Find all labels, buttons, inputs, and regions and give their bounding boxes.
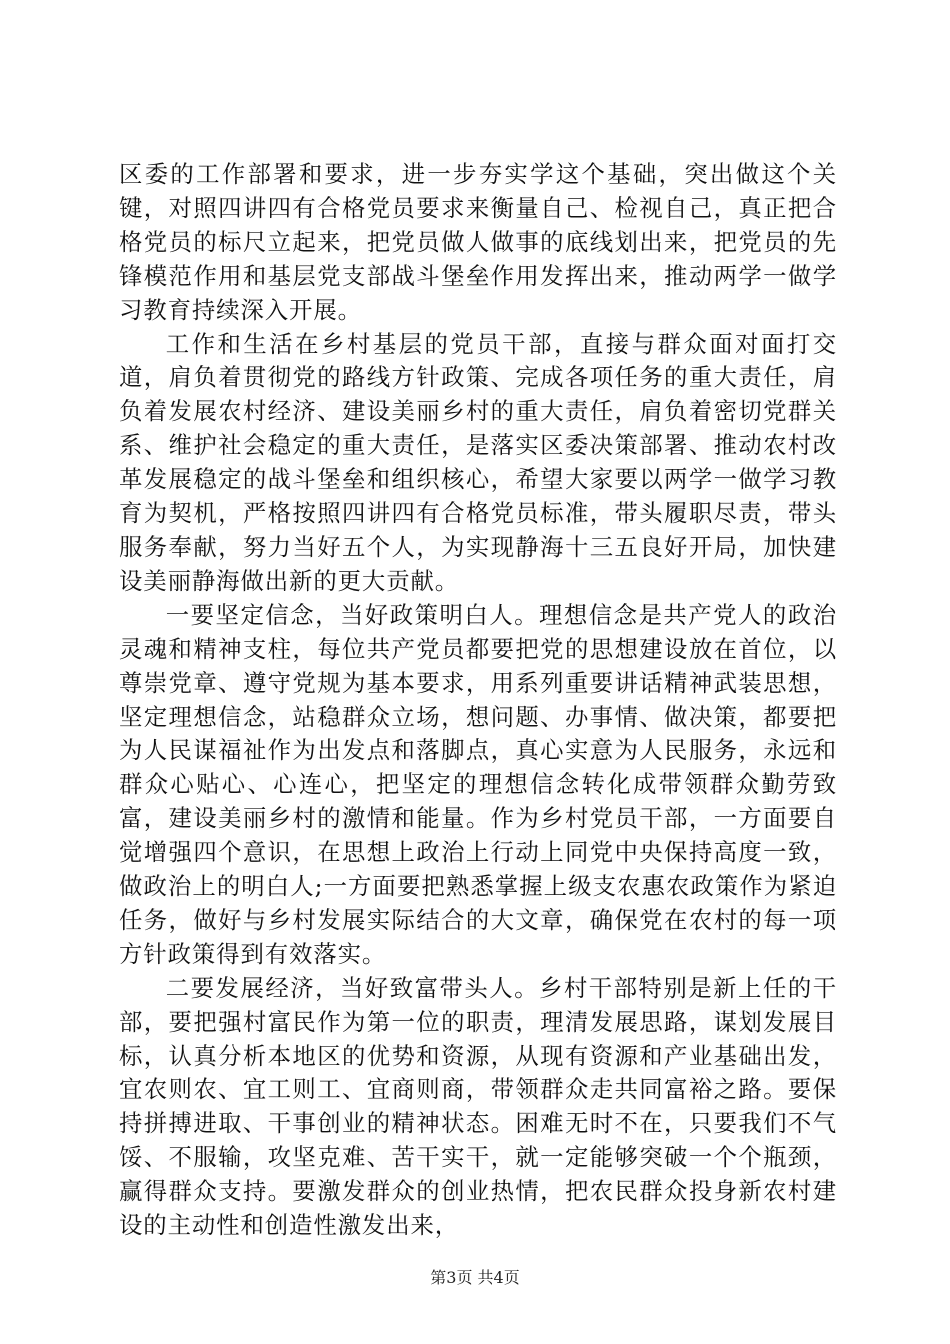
document-body (119, 158, 837, 1243)
paragraph-3: 一要坚定信念，当好政策明白人。理想信念是共产党人的政治灵魂和精神支柱，每位共产党员都要把党的思想建设放在首位，以尊崇党章、遵守党规为基本要求，用系列重要讲话精神武装思想，坚定理想信念，站稳群众立场，想问题、办事情、做决策，都要把为人民谋福祉作为出发点和落脚点，真心实意为人民服务，永远和群众心贴心、心连心，把坚定的理想信念转化成带领群众勤劳致富，建设美丽乡村的激情和能量。作为乡村党员干部，一方面要自觉增强四个意识，在思想上政治上行动上同党中央保持高度一致，做政治上的明白人;一方面要把熟悉掌握上级支农惠农政策作为紧迫任务，做好与乡村发展实际结合的大文章，确保党在农村的每一项方针政策得到有效落实。 (119, 600, 837, 968)
paragraph-4: 二要发展经济，当好致富带头人。乡村干部特别是新上任的干部，要把强村富民作为第一位的职责，理清发展思路，谋划发展目标，认真分析本地区的优势和资源，从现有资源和产业基础出发，宜农则农、宜工则工、宜商则商，带领群众走共同富裕之路。要保持拼搏进取、干事创业的精神状态。困难无时不在，只要我们不气馁、不服输，攻坚克难、苦干实干，就一定能够突破一个个瓶颈，赢得群众支持。要激发群众的创业热情，把农民群众投身新农村建设的主动性和创造性激发出来， (119, 973, 837, 1240)
paragraph-1: 区委的工作部署和要求，进一步夯实学这个基础，突出做这个关键，对照四讲四有合格党员要求来衡量自己、检视自己，真正把合格党员的标尺立起来，把党员做人做事的底线划出来，把党员的先锋模范作用和基层党支部战斗堡垒作用发挥出来，推动两学一做学习教育持续深入开展。 (119, 160, 837, 324)
paragraph-2: 工作和生活在乡村基层的党员干部，直接与群众面对面打交道，肩负着贯彻党的路线方针政策、完成各项任务的重大责任，肩负着发展农村经济、建设美丽乡村的重大责任，肩负着密切党群关系、维护社会稳定的重大责任，是落实区委决策部署、推动农村改革发展稳定的战斗堡垒和组织核心，希望大家要以两学一做学习教育为契机，严格按照四讲四有合格党员标准，带头履职尽责，带头服务奉献，努力当好五个人，为实现静海十三五良好开局，加快建设美丽静海做出新的更大贡献。 (119, 329, 837, 595)
page-footer: 第3页 共4页 (430, 1268, 520, 1287)
